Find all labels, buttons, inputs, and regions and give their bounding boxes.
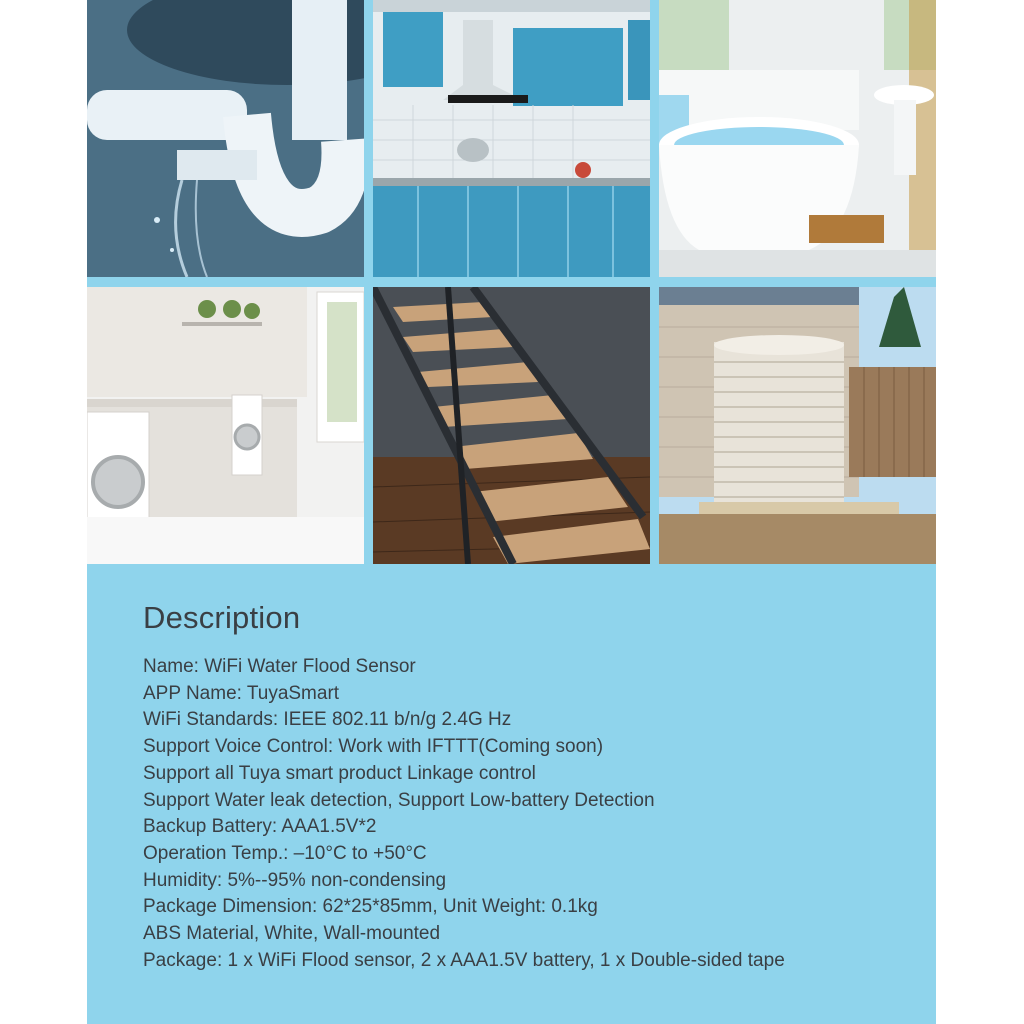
spec-line: Package: 1 x WiFi Flood sensor, 2 x AAA1.5V battery, 1 x Double-sided tape [143, 949, 785, 971]
spec-line: Support Voice Control: Work with IFTTT(Coming soon) [143, 736, 604, 758]
laundry-room-photo [87, 287, 364, 564]
spec-line: ABS Material, White, Wall-mounted [143, 923, 441, 945]
spec-list [143, 654, 923, 974]
water-tank-photo [659, 287, 936, 564]
spec-line: Support all Tuya smart product Linkage control [143, 762, 536, 784]
spec-line: Package Dimension: 62*25*85mm, Unit Weight: 0.1kg [143, 896, 598, 918]
spec-line: Name: WiFi Water Flood Sensor [143, 656, 416, 677]
kitchen-photo [373, 0, 650, 277]
description-title: Description [143, 600, 301, 635]
leaking-pipe-photo [87, 0, 364, 277]
staircase-photo [373, 287, 650, 564]
spec-line: Humidity: 5%--95% non-condensing [143, 869, 447, 891]
spec-line: Operation Temp.: –10°C to +50°C [143, 842, 427, 864]
spec-line: APP Name: TuyaSmart [143, 682, 340, 704]
spec-line: Support Water leak detection, Support Low-battery Detection [143, 789, 655, 811]
description-section [143, 600, 923, 974]
bathroom-photo [659, 0, 936, 277]
spec-line: Backup Battery: AAA1.5V*2 [143, 816, 377, 838]
spec-line: WiFi Standards: IEEE 802.11 b/n/g 2.4G Hz [143, 709, 512, 731]
